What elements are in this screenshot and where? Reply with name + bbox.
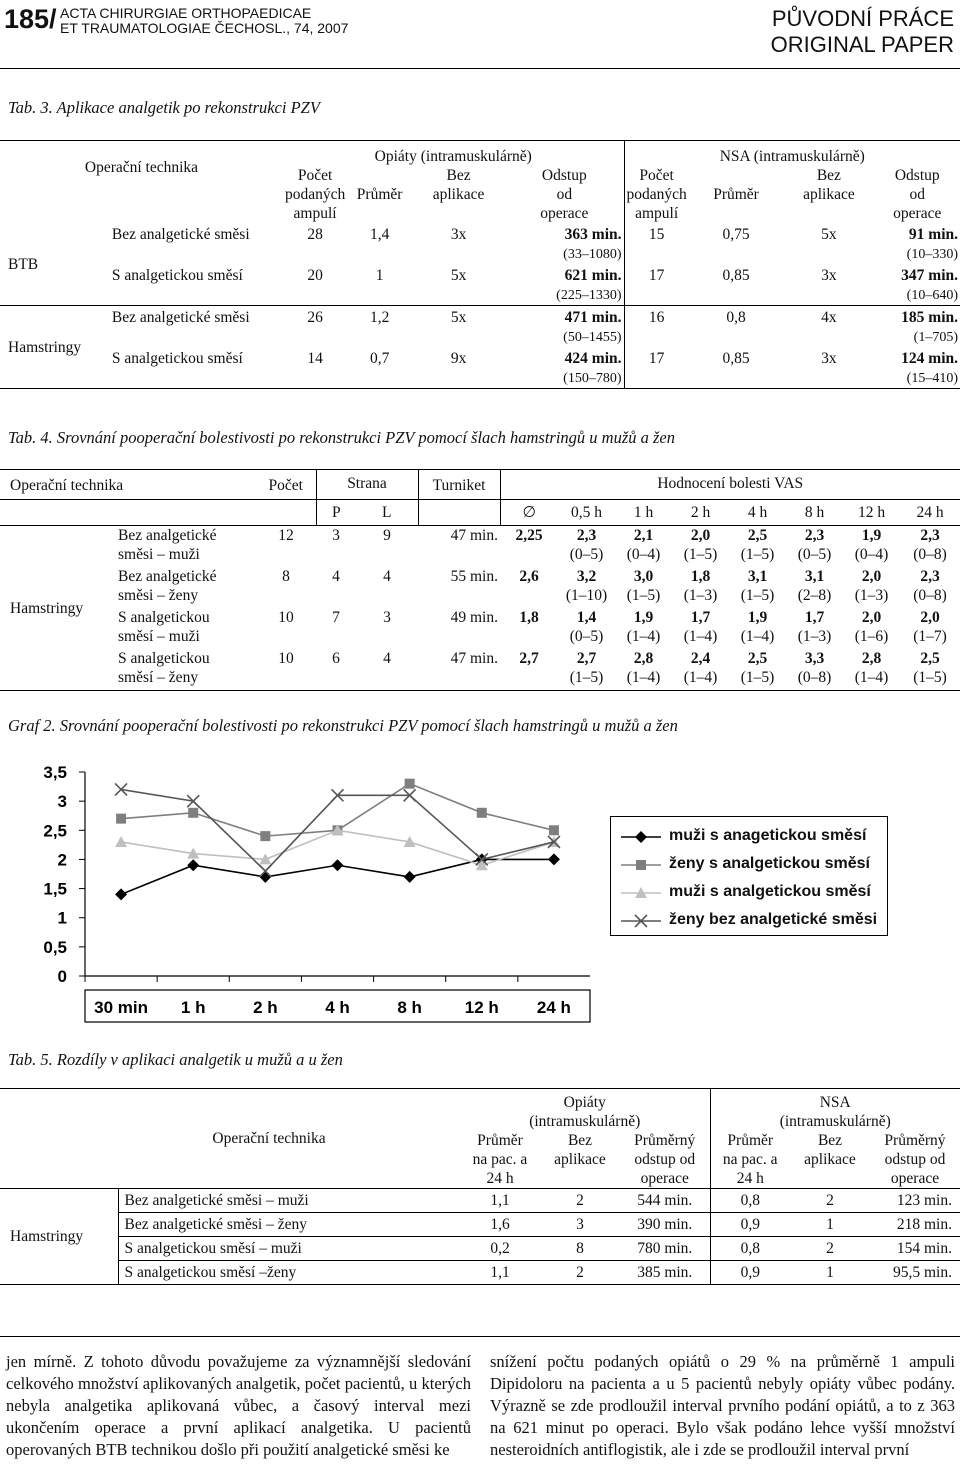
- t3-o_none: 5x: [450, 309, 467, 326]
- t4-vas-col: 1 h: [633, 504, 654, 521]
- t4-tourniquet: 55 min.: [450, 568, 498, 585]
- t3-technique: S analgetickou směsí: [111, 267, 243, 284]
- page-header: [0, 0, 960, 69]
- t5-row: [0, 1213, 960, 1237]
- page-number: 185/: [4, 4, 57, 34]
- t5-technique: S analgetickou směsí – muži: [118, 1237, 460, 1261]
- legend-label: ženy bez analgetické směsi: [669, 911, 878, 928]
- t4-row: [0, 608, 960, 649]
- body-column-left: jen mírně. Z tohoto důvodu považujeme za významnější sledování celkového množství aplikovaných analgetik, počet pacientů, u kterých nebyla analgetika aplikovaná vůbec, a časový interval mezi ukončením operace a první aplikací analgetika. U pacientů operovaných BTB technikou došlo při použití analgetické směsi ke: [6, 1352, 471, 1459]
- legend-marker: [621, 851, 663, 879]
- t5-n-none: 2: [826, 1240, 834, 1257]
- journal-line-2: ET TRAUMATOLOGIAE ČECHOSL., 74, 2007: [60, 20, 349, 36]
- t5-col-delay: Průměrný odstup od operace: [634, 1132, 696, 1187]
- t4-p: 7: [332, 609, 340, 626]
- t4-technique: Bez analgetické směsi – ženy: [118, 568, 217, 604]
- y-tick-label: 2,5: [43, 821, 67, 841]
- t3-o_none: 3x: [450, 226, 467, 243]
- t3-n-delay: 91 min. (10–330): [906, 226, 958, 262]
- t4-vas-value: 1,9 (0–4): [854, 527, 889, 563]
- t4-technique: S analgetickou směsí – ženy: [118, 650, 210, 686]
- t4-vas-value: 2,0 (1–5): [683, 527, 718, 563]
- t3-o_count: 14: [307, 350, 323, 367]
- t5-n-none: 1: [826, 1216, 834, 1233]
- t4-vas-col: 2 h: [690, 504, 711, 521]
- t3-n_avg: 0,75: [722, 226, 750, 243]
- t4-tourniquet: 47 min.: [450, 650, 498, 667]
- t5-o-avg: 1,6: [490, 1216, 510, 1233]
- t4-count: 8: [282, 568, 290, 585]
- t5-o-none: 3: [576, 1216, 584, 1233]
- t3-technique: Bez analgetické směsi: [111, 309, 250, 326]
- data-point: [548, 853, 560, 865]
- t3-row: [0, 347, 960, 389]
- y-tick-label: 3,5: [43, 763, 67, 782]
- t4-tourniquet-header: Turniket: [418, 470, 500, 500]
- legend-marker: [621, 907, 663, 935]
- t3-o-delay: 471 min. (50–1455): [563, 309, 622, 345]
- y-tick-label: 3: [57, 792, 67, 812]
- t4-vas-value: 1,8 (1–3): [683, 568, 718, 604]
- t3-n-delay: 185 min. (1–705): [901, 309, 958, 345]
- legend-label: muži s anagetickou směsí: [669, 827, 867, 844]
- journal-line-1: ACTA CHIRURGIAE ORTHOPAEDICAE: [60, 5, 312, 21]
- t5-col-none-nsa: Bez aplikace: [804, 1132, 856, 1168]
- data-point: [260, 831, 270, 841]
- t3-o_avg: 1: [375, 267, 384, 284]
- t3-o_avg: 0,7: [369, 350, 390, 367]
- t3-col-delay-nsa: Odstup od operace: [893, 167, 942, 222]
- table3-caption: Tab. 3. Aplikace analgetik po rekonstrukci PZV: [8, 98, 320, 117]
- legend-marker: [621, 823, 663, 851]
- t5-n-avg: 0,8: [710, 1189, 790, 1213]
- t3-o-delay: 363 min. (33–1080): [563, 226, 622, 262]
- t5-n-none: 1: [826, 1264, 834, 1281]
- t4-count: 10: [278, 650, 294, 667]
- legend-item: [621, 851, 883, 881]
- t4-group: Hamstringy: [10, 599, 84, 617]
- t4-vas-value: 2,0 (1–3): [854, 568, 889, 604]
- t3-n_count: 16: [624, 306, 689, 348]
- t3-row: [0, 223, 960, 264]
- t5-row: [0, 1237, 960, 1261]
- legend-item: [621, 879, 883, 909]
- t4-vas-value: 1,7 (1–4): [683, 609, 718, 645]
- body-text: [0, 1336, 960, 1459]
- t4-vas-col: 24 h: [916, 504, 944, 521]
- data-point: [115, 888, 127, 900]
- t4-technique: S analgetickou směsí – muži: [118, 609, 210, 645]
- t5-o-delay: 385 min.: [637, 1264, 693, 1281]
- t4-vas-value: 1,9 (1–4): [740, 609, 775, 645]
- legend-item: [621, 907, 883, 937]
- t4-vas-value: 3,2 (1–10): [565, 568, 608, 604]
- t4-count: 12: [278, 527, 294, 544]
- x-tick-label: 24 h: [536, 998, 571, 1017]
- t3-technique: S analgetickou směsí: [111, 350, 243, 367]
- t5-n-none: 2: [826, 1192, 834, 1209]
- data-point: [549, 825, 559, 835]
- t5-row: [0, 1261, 960, 1285]
- t4-vas-value: 2,8 (1–4): [626, 650, 661, 686]
- y-tick-label: 1,5: [43, 879, 67, 899]
- t4-vas-col: 12 h: [857, 504, 886, 521]
- t5-o-avg: 0,2: [490, 1240, 510, 1257]
- t4-l: 4: [383, 568, 391, 585]
- x-tick-label: 30 min: [94, 998, 149, 1017]
- t3-col-avg: Průměr: [356, 186, 403, 203]
- t5-o-none: 2: [576, 1192, 584, 1209]
- t4-row: [0, 649, 960, 691]
- journal-name: [60, 6, 348, 36]
- t4-vas-col: 8 h: [804, 504, 825, 521]
- t5-row: [0, 1189, 960, 1213]
- t4-vas-value: 2,5 (1–5): [913, 650, 947, 686]
- t5-technique: S analgetickou směsí –ženy: [118, 1261, 460, 1285]
- t3-o_avg: 1,4: [369, 226, 390, 243]
- t5-group: Hamstringy: [10, 1228, 84, 1245]
- t4-vas-value: 1,9 (1–4): [626, 609, 661, 645]
- data-point: [115, 836, 127, 847]
- t4-p: 4: [332, 568, 340, 585]
- t3-n_none: 3x: [821, 350, 837, 367]
- y-tick-label: 0: [57, 967, 67, 986]
- t5-technique: Bez analgetické směsi – ženy: [118, 1213, 460, 1237]
- t4-technique: Bez analgetické směsi – muži: [118, 527, 217, 563]
- table4-caption: Tab. 4. Srovnání pooperační bolestivosti po rekonstrukci PZV pomocí šlach hamstringů u mužů a žen: [8, 428, 676, 447]
- section-line-1: PŮVODNÍ PRÁCE: [771, 6, 954, 31]
- t3-o-delay: 621 min. (225–1330): [556, 267, 622, 303]
- legend-label: muži s analgetickou směsí: [669, 883, 871, 900]
- t5-o-delay: 544 min.: [637, 1192, 693, 1209]
- t4-count: 10: [278, 609, 294, 626]
- data-point: [188, 808, 198, 818]
- body-column-right: snížení počtu podaných opiátů o 29 % na průměrně 1 ampuli Dipidoloru na pacienta a u 5 pacientů nebyly opiáty vůbec podány. Výrazně se zde prodloužil interval prvního podání opiátů, a to z 363 na 621 minut po operaci. Bylo však podáno lehce vyšší množství nesteroidních antiflogistik, ale i zde se prodloužil interval první: [490, 1352, 955, 1459]
- t5-o-delay: 390 min.: [637, 1216, 693, 1233]
- t3-col-count: Počet podaných ampulí: [284, 167, 346, 222]
- t4-avg: 1,8: [519, 609, 539, 626]
- t3-n_none: 4x: [821, 309, 837, 326]
- t5-nsa-header: NSA (intramuskulárně): [710, 1089, 960, 1132]
- t3-n-delay: 124 min. (15–410): [901, 350, 958, 386]
- legend-label: ženy s analgetickou směsí: [669, 855, 870, 872]
- t4-technique-header: Operační technika: [10, 477, 124, 494]
- t3-n_count: 17: [624, 264, 689, 306]
- t4-vas-value: 1,4 (0–5): [569, 609, 604, 645]
- t3-n_count: 15: [624, 223, 689, 264]
- t3-col-none-nsa: Bez aplikace: [803, 167, 855, 203]
- t3-opiates-header: Opiáty (intramuskulárně): [374, 148, 532, 165]
- t5-col-avg: Průměr na pac. a 24 h: [472, 1132, 528, 1187]
- y-tick-label: 2: [57, 850, 67, 870]
- t3-row: [0, 306, 960, 348]
- t4-vas-value: 3,1 (1–5): [740, 568, 775, 604]
- t3-o-delay: 424 min. (150–780): [563, 350, 622, 386]
- t5-col-avg-nsa: Průměr na pac. a 24 h: [710, 1131, 790, 1189]
- t3-o_none: 5x: [450, 267, 467, 284]
- t4-avg: 2,7: [519, 650, 539, 667]
- x-tick-label: 4 h: [325, 998, 350, 1017]
- t3-o_count: 28: [307, 226, 323, 243]
- t4-row: [0, 567, 960, 608]
- t4-tourniquet: 47 min.: [450, 527, 498, 544]
- y-tick-label: 0,5: [43, 937, 67, 957]
- t4-vas-value: 2,4 (1–4): [683, 650, 718, 686]
- y-tick-label: 1: [57, 908, 67, 928]
- t4-vas-value: 3,3 (0–8): [797, 650, 832, 686]
- t3-n_none: 5x: [821, 226, 837, 243]
- t4-vas-value: 2,8 (1–4): [854, 650, 889, 686]
- t4-p: 3: [332, 527, 340, 544]
- t3-col-delay: Odstup od operace: [540, 167, 589, 222]
- t4-side-header: Strana: [316, 470, 418, 500]
- t4-vas-col: ∅: [500, 500, 558, 526]
- data-point: [477, 808, 487, 818]
- data-point: [404, 871, 416, 883]
- t5-o-avg: 1,1: [490, 1192, 510, 1209]
- t5-n-avg: 0,8: [710, 1237, 790, 1261]
- t4-vas-col: 4 h: [747, 504, 768, 521]
- t5-col-none: Bez aplikace: [554, 1132, 606, 1168]
- t3-row: [0, 264, 960, 306]
- t4-l-header: L: [382, 504, 392, 521]
- t5-technique-header: Operační technika: [212, 1130, 326, 1147]
- t3-o_count: 26: [307, 309, 323, 326]
- x-tick-label: 1 h: [180, 998, 206, 1017]
- t5-n-avg: 0,9: [710, 1213, 790, 1237]
- t5-technique: Bez analgetické směsi – muži: [118, 1189, 460, 1213]
- t3-o_count: 20: [307, 267, 323, 284]
- t4-vas-value: 2,3 (0–8): [913, 568, 947, 604]
- t5-n-avg: 0,9: [710, 1261, 790, 1285]
- graph-caption: Graf 2. Srovnání pooperační bolestivosti po rekonstrukci PZV pomocí šlach hamstringů u mužů a žen: [8, 716, 678, 735]
- t3-col-count-nsa: Počet podaných ampulí: [624, 166, 689, 223]
- t4-vas-value: 2,3 (0–5): [797, 527, 832, 563]
- t5-n-delay: 95,5 min.: [893, 1264, 952, 1281]
- t3-o_avg: 1,2: [369, 309, 390, 326]
- t3-col-avg-nsa: Průměr: [713, 186, 759, 203]
- t3-n_count: 17: [624, 347, 689, 389]
- t3-col-none: Bez aplikace: [432, 167, 485, 203]
- t5-n-delay: 218 min.: [896, 1216, 952, 1233]
- data-point: [259, 871, 271, 883]
- t5-o-none: 2: [576, 1264, 584, 1281]
- t3-n_avg: 0,8: [726, 309, 746, 326]
- t4-vas-value: 2,3 (0–8): [913, 527, 947, 563]
- t4-l: 9: [383, 527, 391, 544]
- data-point: [405, 779, 415, 789]
- t4-vas-value: 3,0 (1–5): [626, 568, 661, 604]
- t4-vas-value: 2,7 (1–5): [569, 650, 604, 686]
- x-tick-label: 12 h: [464, 998, 499, 1017]
- t4-row: [0, 526, 960, 568]
- t4-vas-header: Hodnocení bolesti VAS: [500, 470, 960, 500]
- t3-o_none: 9x: [450, 350, 467, 367]
- t3-n_none: 3x: [821, 267, 837, 284]
- x-tick-label: 2 h: [253, 998, 278, 1017]
- t4-tourniquet: 49 min.: [450, 609, 498, 626]
- table5-caption: Tab. 5. Rozdíly v aplikaci analgetik u mužů a u žen: [8, 1050, 343, 1069]
- legend-item: [621, 823, 883, 853]
- t3-n_avg: 0,85: [722, 350, 750, 367]
- t5-n-delay: 154 min.: [896, 1240, 952, 1257]
- t4-vas-value: 2,3 (0–5): [569, 527, 604, 563]
- t5-opiates-header: Opiáty (intramuskulárně): [529, 1094, 641, 1130]
- section-line-2: ORIGINAL PAPER: [770, 32, 954, 57]
- t4-count-header: Počet: [268, 477, 303, 494]
- t5-o-delay: 780 min.: [637, 1240, 693, 1257]
- section-label: [771, 6, 954, 58]
- data-point: [332, 859, 344, 871]
- t4-vas-value: 2,5 (1–5): [740, 650, 775, 686]
- t4-vas-value: 2,1 (0–4): [626, 527, 661, 563]
- t4-vas-value: 2,0 (1–6): [854, 609, 889, 645]
- t4-l: 4: [383, 650, 391, 667]
- t3-n_avg: 0,85: [722, 267, 750, 284]
- t4-vas-value: 2,5 (1–5): [740, 527, 775, 563]
- t4-vas-value: 3,1 (2–8): [797, 568, 832, 604]
- t4-avg: 2,6: [519, 568, 539, 585]
- t4-p-header: P: [316, 500, 356, 526]
- table4: [0, 469, 960, 691]
- legend-marker: [621, 879, 663, 907]
- t3-nsa-header: NSA (intramuskulárně): [624, 141, 960, 167]
- t4-vas-col: 0,5 h: [571, 504, 602, 521]
- t5-n-delay: 123 min.: [896, 1192, 952, 1209]
- table5: [0, 1088, 960, 1285]
- data-point: [116, 814, 126, 824]
- t4-vas-value: 2,0 (1–7): [913, 609, 947, 645]
- data-point: [187, 859, 199, 871]
- t5-col-delay-nsa: Průměrný odstup od operace: [884, 1132, 946, 1187]
- t5-o-avg: 1,1: [490, 1264, 510, 1281]
- t3-group: BTB: [8, 255, 39, 273]
- t3-technique-header: Operační technika: [84, 158, 199, 176]
- t4-l: 3: [383, 609, 391, 626]
- t4-p: 6: [332, 650, 340, 667]
- t4-vas-value: 1,7 (1–3): [797, 609, 832, 645]
- x-tick-label: 8 h: [397, 998, 422, 1017]
- t3-technique: Bez analgetické směsi: [111, 226, 250, 243]
- t4-avg: 2,25: [515, 527, 543, 544]
- t5-o-none: 8: [576, 1240, 584, 1257]
- table3: [0, 140, 960, 389]
- t3-n-delay: 347 min. (10–640): [901, 267, 958, 303]
- t3-group: Hamstringy: [8, 338, 82, 356]
- chart-legend: [610, 816, 888, 936]
